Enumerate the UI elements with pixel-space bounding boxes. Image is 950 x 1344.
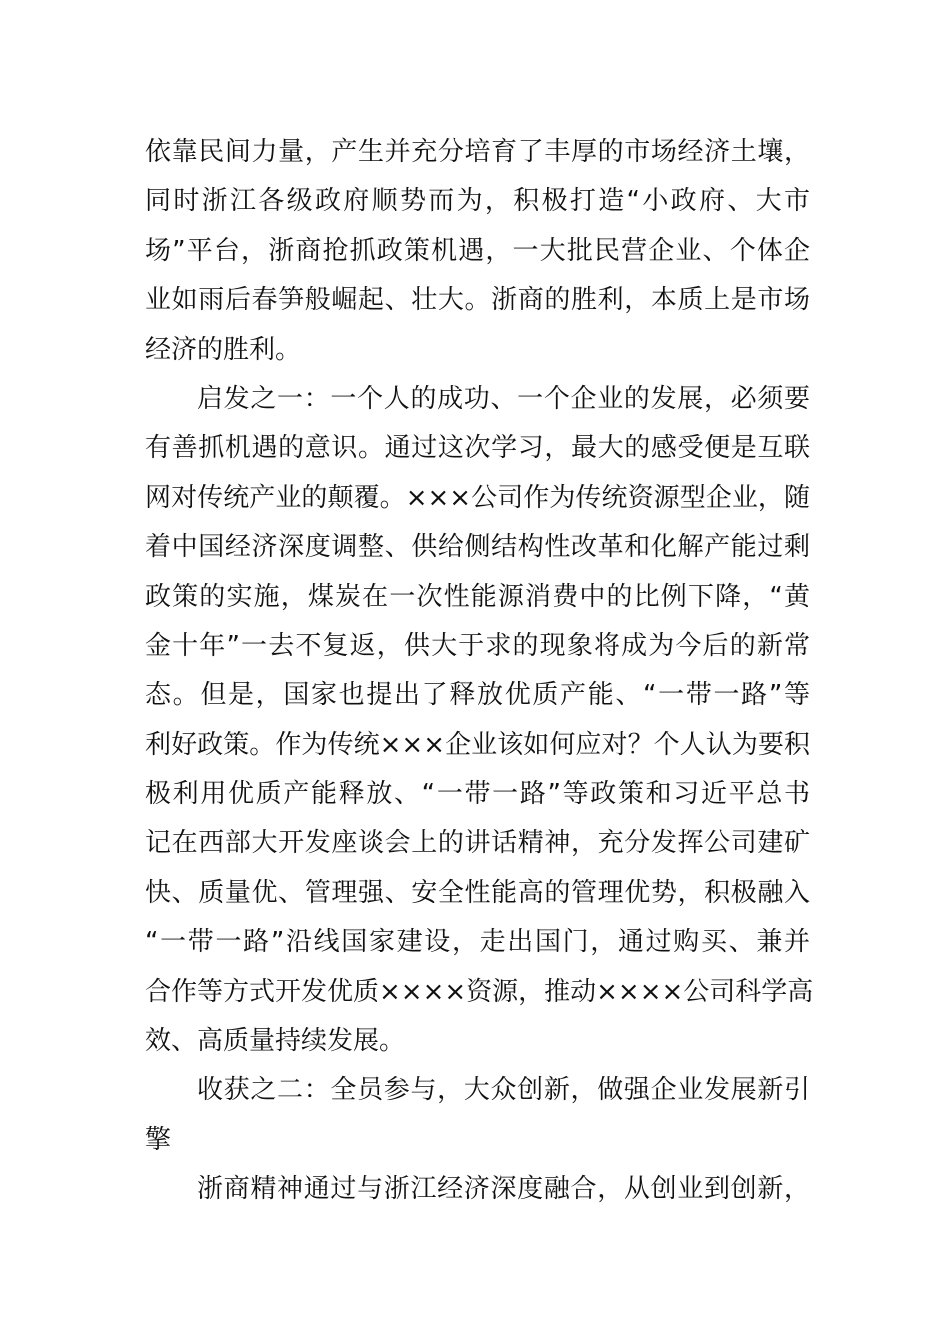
- text-line: 网对传统产业的颠覆。×××公司作为传统资源型企业，随: [145, 482, 810, 513]
- text-line: “一带一路”沿线国家建设，走出国门，通过购买、兼并: [145, 927, 810, 958]
- text-line: 记在西部大开发座谈会上的讲话精神，充分发挥公司建矿: [145, 828, 810, 859]
- text-line: 业如雨后春笋般崛起、壮大。浙商的胜利，本质上是市场: [145, 285, 810, 316]
- text-line: 有善抓机遇的意识。通过这次学习，最大的感受便是互联: [145, 433, 810, 464]
- text-line: 同时浙江各级政府顺势而为，积极打造“小政府、大市: [145, 186, 810, 217]
- text-line: 启发之一：一个人的成功、一个企业的发展，必须要: [197, 383, 810, 414]
- text-line: 着中国经济深度调整、供给侧结构性改革和化解产能过剩: [145, 532, 810, 563]
- text-line: 效、高质量持续发展。: [145, 1026, 406, 1057]
- text-line: 收获之二：全员参与，大众创新，做强企业发展新引: [197, 1075, 810, 1106]
- text-line: 快、质量优、管理强、安全性能高的管理优势，积极融入: [145, 877, 810, 908]
- text-line: 金十年”一去不复返，供大于求的现象将成为今后的新常: [145, 630, 810, 661]
- text-line: 经济的胜利。: [145, 334, 302, 365]
- text-line: 依靠民间力量，产生并充分培育了丰厚的市场经济土壤，: [145, 137, 810, 167]
- body-text: [145, 128, 814, 1215]
- text-line: 擎: [145, 1124, 172, 1155]
- text-line: 利好政策。作为传统×××企业该如何应对？个人认为要积: [145, 729, 810, 760]
- text-line: 态。但是，国家也提出了释放优质产能、“一带一路”等: [145, 680, 810, 711]
- text-line: 合作等方式开发优质××××资源，推动××××公司科学高: [145, 976, 814, 1007]
- text-line: 极利用优质产能释放、“一带一路”等政策和习近平总书: [145, 779, 810, 810]
- text-line: 浙商精神通过与浙江经济深度融合，从创业到创新，: [197, 1174, 810, 1205]
- text-line: 政策的实施，煤炭在一次性能源消费中的比例下降，“黄: [145, 581, 810, 612]
- text-line: 场”平台，浙商抢抓政策机遇，一大批民营企业、个体企: [145, 235, 810, 266]
